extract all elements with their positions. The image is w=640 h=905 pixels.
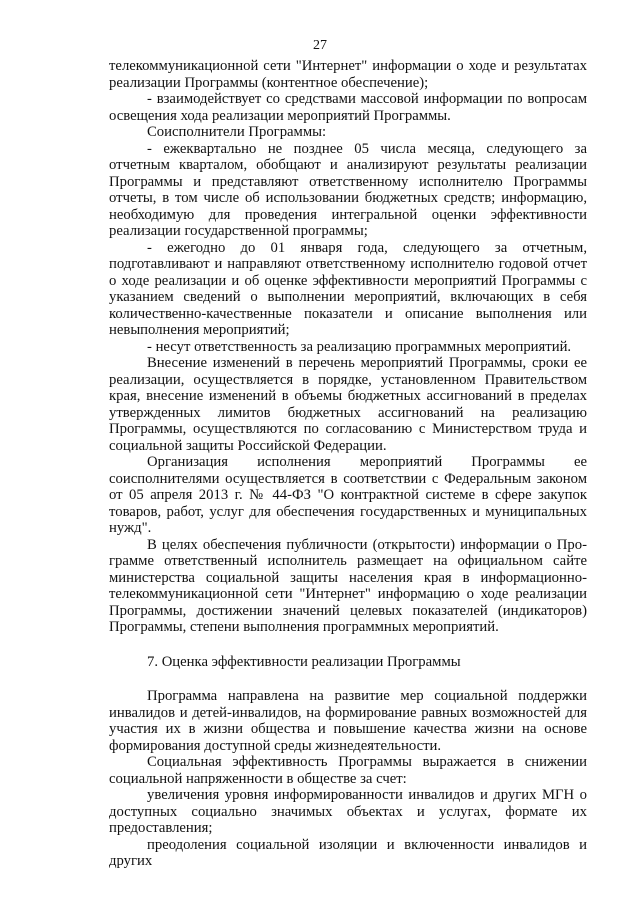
section-spacer	[109, 636, 587, 654]
section-spacer	[109, 670, 587, 688]
paragraph-coexecutors-intro: Соисполнители Программы:	[147, 124, 327, 140]
paragraph-program-goal: Программа направлена на развитие мер социальной поддержки инвалидов и детей-инвалидов, на формирование равных возможностей для участия их в жизни общества и повышение качества жизни на основе формирования доступной среды жизнедеятельности.	[109, 688, 587, 754]
paragraph-media-interaction: - взаимодействует со средствами массовой информации по вопросам освещения хода реализации мероприятий Программы.	[109, 91, 587, 124]
paragraph-changes: Внесение изменений в перечень мероприятий Программы, сроки ее реализации, осуществляется в порядке, установленном Правительством края, внесение изменений в объемы бюджетных ассигнований в пределах утвержденных лимитов бюджетных ассигнований на реализацию Программы, осуществляются по согласованию с Министерством труда и социальной защиты Российской Федерации.	[109, 355, 587, 454]
document-body	[109, 58, 587, 870]
paragraph-publicity: В целях обеспечения публичности (открытости) информации о Программе ответственный исполнитель размещает на официальном сайте министерства социальной защиты населения края в информационно-телекоммуникационной сети "Интернет" информацию о ходе реализации Программы, достижении значений целевых показателей (индикаторов) Программы, степени выполнения программных мероприятий.	[109, 536, 587, 635]
section-heading: 7. Оценка эффективности реализации Программы	[147, 653, 461, 670]
paragraph-isolation: преодоления социальной изоляции и включенности инвалидов и других	[109, 836, 587, 869]
paragraph-continuation: телекоммуникационной сети "Интернет" информации о ходе и результатах реализации Программы (контентное обеспечение);	[109, 58, 587, 91]
paragraph-social-effect: Социальная эффективность Программы выражается в снижении социальной напряженности в обществе за счет:	[109, 754, 587, 787]
paragraph-annual-report: - ежегодно до 01 января года, следующего за отчетным, подготавливают и направляют ответственному исполнителю годовой отчет о ходе реализации и об оценке эффективности мероприятий Программы с указанием сведений о выполнении мероприятий, включающих в себя количественно-качественные показатели и описание выполнения или невыполнения мероприятий;	[109, 239, 587, 338]
page-number: 27	[313, 38, 327, 53]
paragraph-quarterly-reports: - ежеквартально не позднее 05 числа месяца, следующего за отчетным кварталом, обобщают и анализируют результаты реализации Программы и представляют ответственному исполнителю Программы отчеты, в том числе об использовании бюджетных средств; информацию, необходимую для проведения интегральной оценки эффективности реализации государственной программы;	[109, 140, 587, 239]
paragraph-awareness: увеличения уровня информированности инвалидов и других МГН о доступных социально значимых объектах и услугах, формате их предоставления;	[109, 787, 587, 836]
paragraph-responsibility: - несут ответственность за реализацию программных мероприятий.	[147, 338, 572, 355]
paragraph-federal-law: Организация исполнения мероприятий Программы ее соисполнителями осуществляется в соответствии с Федеральным законом от 05 апреля 2013 г. № 44-ФЗ "О контрактной системе в сфере закупок товаров, работ, услуг для обеспечения государственных и муниципальных нужд".	[109, 454, 587, 536]
